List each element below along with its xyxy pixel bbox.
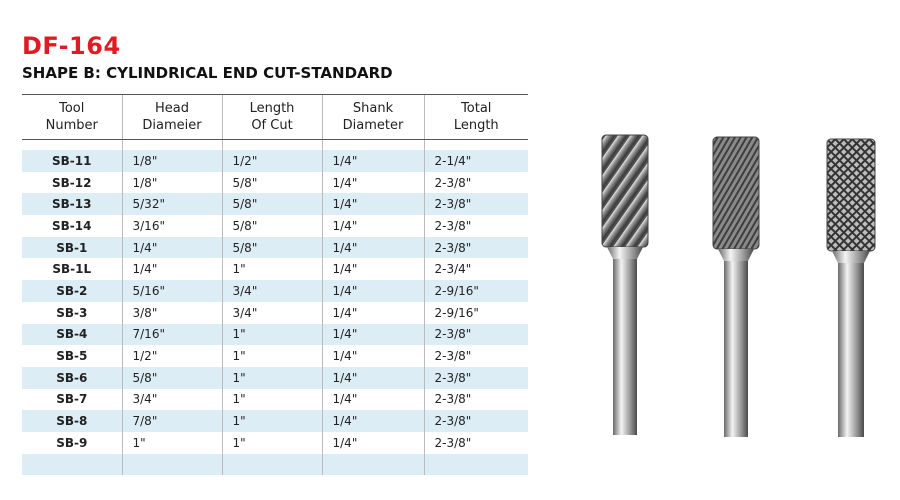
tool-number-cell: SB-6 [22,367,122,389]
length-of-cut-cell: 5/8" [222,172,322,194]
table-row [22,410,528,432]
head-diameter-cell: 3/8" [122,302,222,324]
total-length-cell: 2-3/8" [424,193,528,215]
table-row [22,280,528,302]
total-length-cell: 2-1/4" [424,150,528,172]
total-length-cell: 2-3/8" [424,389,528,411]
total-length-cell: 2-3/8" [424,367,528,389]
length-of-cut-cell: 1" [222,432,322,454]
table-row [22,454,528,476]
header-shank-diameter: Shank Diameter [322,95,424,140]
total-length-cell: 2-3/8" [424,410,528,432]
length-of-cut-cell: 3/4" [222,302,322,324]
length-of-cut-cell: 5/8" [222,193,322,215]
length-of-cut-cell: 1/2" [222,150,322,172]
shank-diameter-cell: 1/4" [322,367,424,389]
shank-diameter-cell: 1/4" [322,172,424,194]
tool-number-cell: SB-9 [56,435,88,450]
page-subtitle: SHAPE B: CYLINDRICAL END CUT-STANDARD [22,64,393,82]
tool-number-cell: SB-14 [52,218,92,233]
tool-number-cell: SB-2 [22,280,122,302]
table-row [22,237,528,259]
shank-diameter-cell: 1/4" [322,280,424,302]
tool-number-cell: SB-3 [56,305,88,320]
fine-cut-burr-image [713,137,759,437]
tool-number-cell: SB-8 [22,410,122,432]
shank-diameter-cell: 1/4" [322,345,424,367]
shank-diameter-cell: 1/4" [322,324,424,346]
product-images [585,125,885,445]
table-row [22,302,528,324]
shank-diameter-cell: 1/4" [322,389,424,411]
head-diameter-cell: 5/16" [122,280,222,302]
length-of-cut-cell: 1" [222,410,322,432]
header-head-diameter: Head Diameier [122,95,222,140]
head-diameter-cell: 3/16" [122,215,222,237]
table-row [22,258,528,280]
shank-diameter-cell: 1/4" [322,150,424,172]
total-length-cell: 2-3/8" [424,237,528,259]
shank-diameter-cell: 1/4" [322,193,424,215]
page-title: DF-164 [22,32,121,60]
table-row [22,215,528,237]
total-length-cell [424,454,528,476]
total-length-cell: 2-3/8" [424,172,528,194]
tool-number-cell: SB-1 [22,237,122,259]
head-diameter-cell: 1/8" [122,172,222,194]
shank-diameter-cell [322,454,424,476]
head-diameter-cell [122,454,222,476]
length-of-cut-cell: 5/8" [222,215,322,237]
shank-diameter-cell: 1/4" [322,410,424,432]
shank-diameter-cell: 1/4" [322,237,424,259]
head-diameter-cell: 5/32" [122,193,222,215]
table-row [22,150,528,172]
total-length-cell: 2-3/4" [424,258,528,280]
total-length-cell: 2-3/8" [424,345,528,367]
length-of-cut-cell [222,454,322,476]
table-row [22,193,528,215]
spec-table [22,94,528,475]
total-length-cell: 2-3/8" [424,324,528,346]
head-diameter-cell: 5/8" [122,367,222,389]
spiral-flute-burr-image [602,135,648,435]
shank-diameter-cell: 1/4" [322,302,424,324]
length-of-cut-cell: 1" [222,258,322,280]
length-of-cut-cell: 3/4" [222,280,322,302]
tool-number-cell [22,454,122,476]
head-diameter-cell: 1/2" [122,345,222,367]
table-row [22,432,528,454]
total-length-cell: 2-3/8" [424,215,528,237]
total-length-cell: 2-9/16" [424,280,528,302]
head-diameter-cell: 7/16" [122,324,222,346]
tool-number-cell: SB-4 [22,324,122,346]
length-of-cut-cell: 5/8" [222,237,322,259]
head-diameter-cell: 1/4" [122,237,222,259]
length-of-cut-cell: 1" [222,324,322,346]
tool-number-cell: SB-1L [52,262,92,277]
tool-number-cell: SB-12 [52,175,92,190]
tool-number-cell: SB-13 [22,193,122,215]
table-row [22,324,528,346]
total-length-cell: 2-3/8" [424,432,528,454]
head-diameter-cell: 7/8" [122,410,222,432]
length-of-cut-cell: 1" [222,345,322,367]
table-header-row [22,95,528,140]
header-total-length: Total Length [424,95,528,140]
table-row [22,389,528,411]
header-tool-number: Tool Number [22,95,122,140]
tool-number-cell: SB-7 [56,392,88,407]
header-length-of-cut: Length Of Cut [222,95,322,140]
length-of-cut-cell: 1" [222,367,322,389]
tool-number-cell: SB-11 [22,150,122,172]
table-row [22,345,528,367]
shank-diameter-cell: 1/4" [322,258,424,280]
length-of-cut-cell: 1" [222,389,322,411]
head-diameter-cell: 1/4" [122,258,222,280]
diamond-cut-burr-image [827,139,875,437]
head-diameter-cell: 1/8" [122,150,222,172]
total-length-cell: 2-9/16" [424,302,528,324]
head-diameter-cell: 3/4" [122,389,222,411]
table-row [22,367,528,389]
table-row [22,172,528,194]
shank-diameter-cell: 1/4" [322,215,424,237]
head-diameter-cell: 1" [122,432,222,454]
tool-number-cell: SB-5 [56,349,88,364]
shank-diameter-cell: 1/4" [322,432,424,454]
